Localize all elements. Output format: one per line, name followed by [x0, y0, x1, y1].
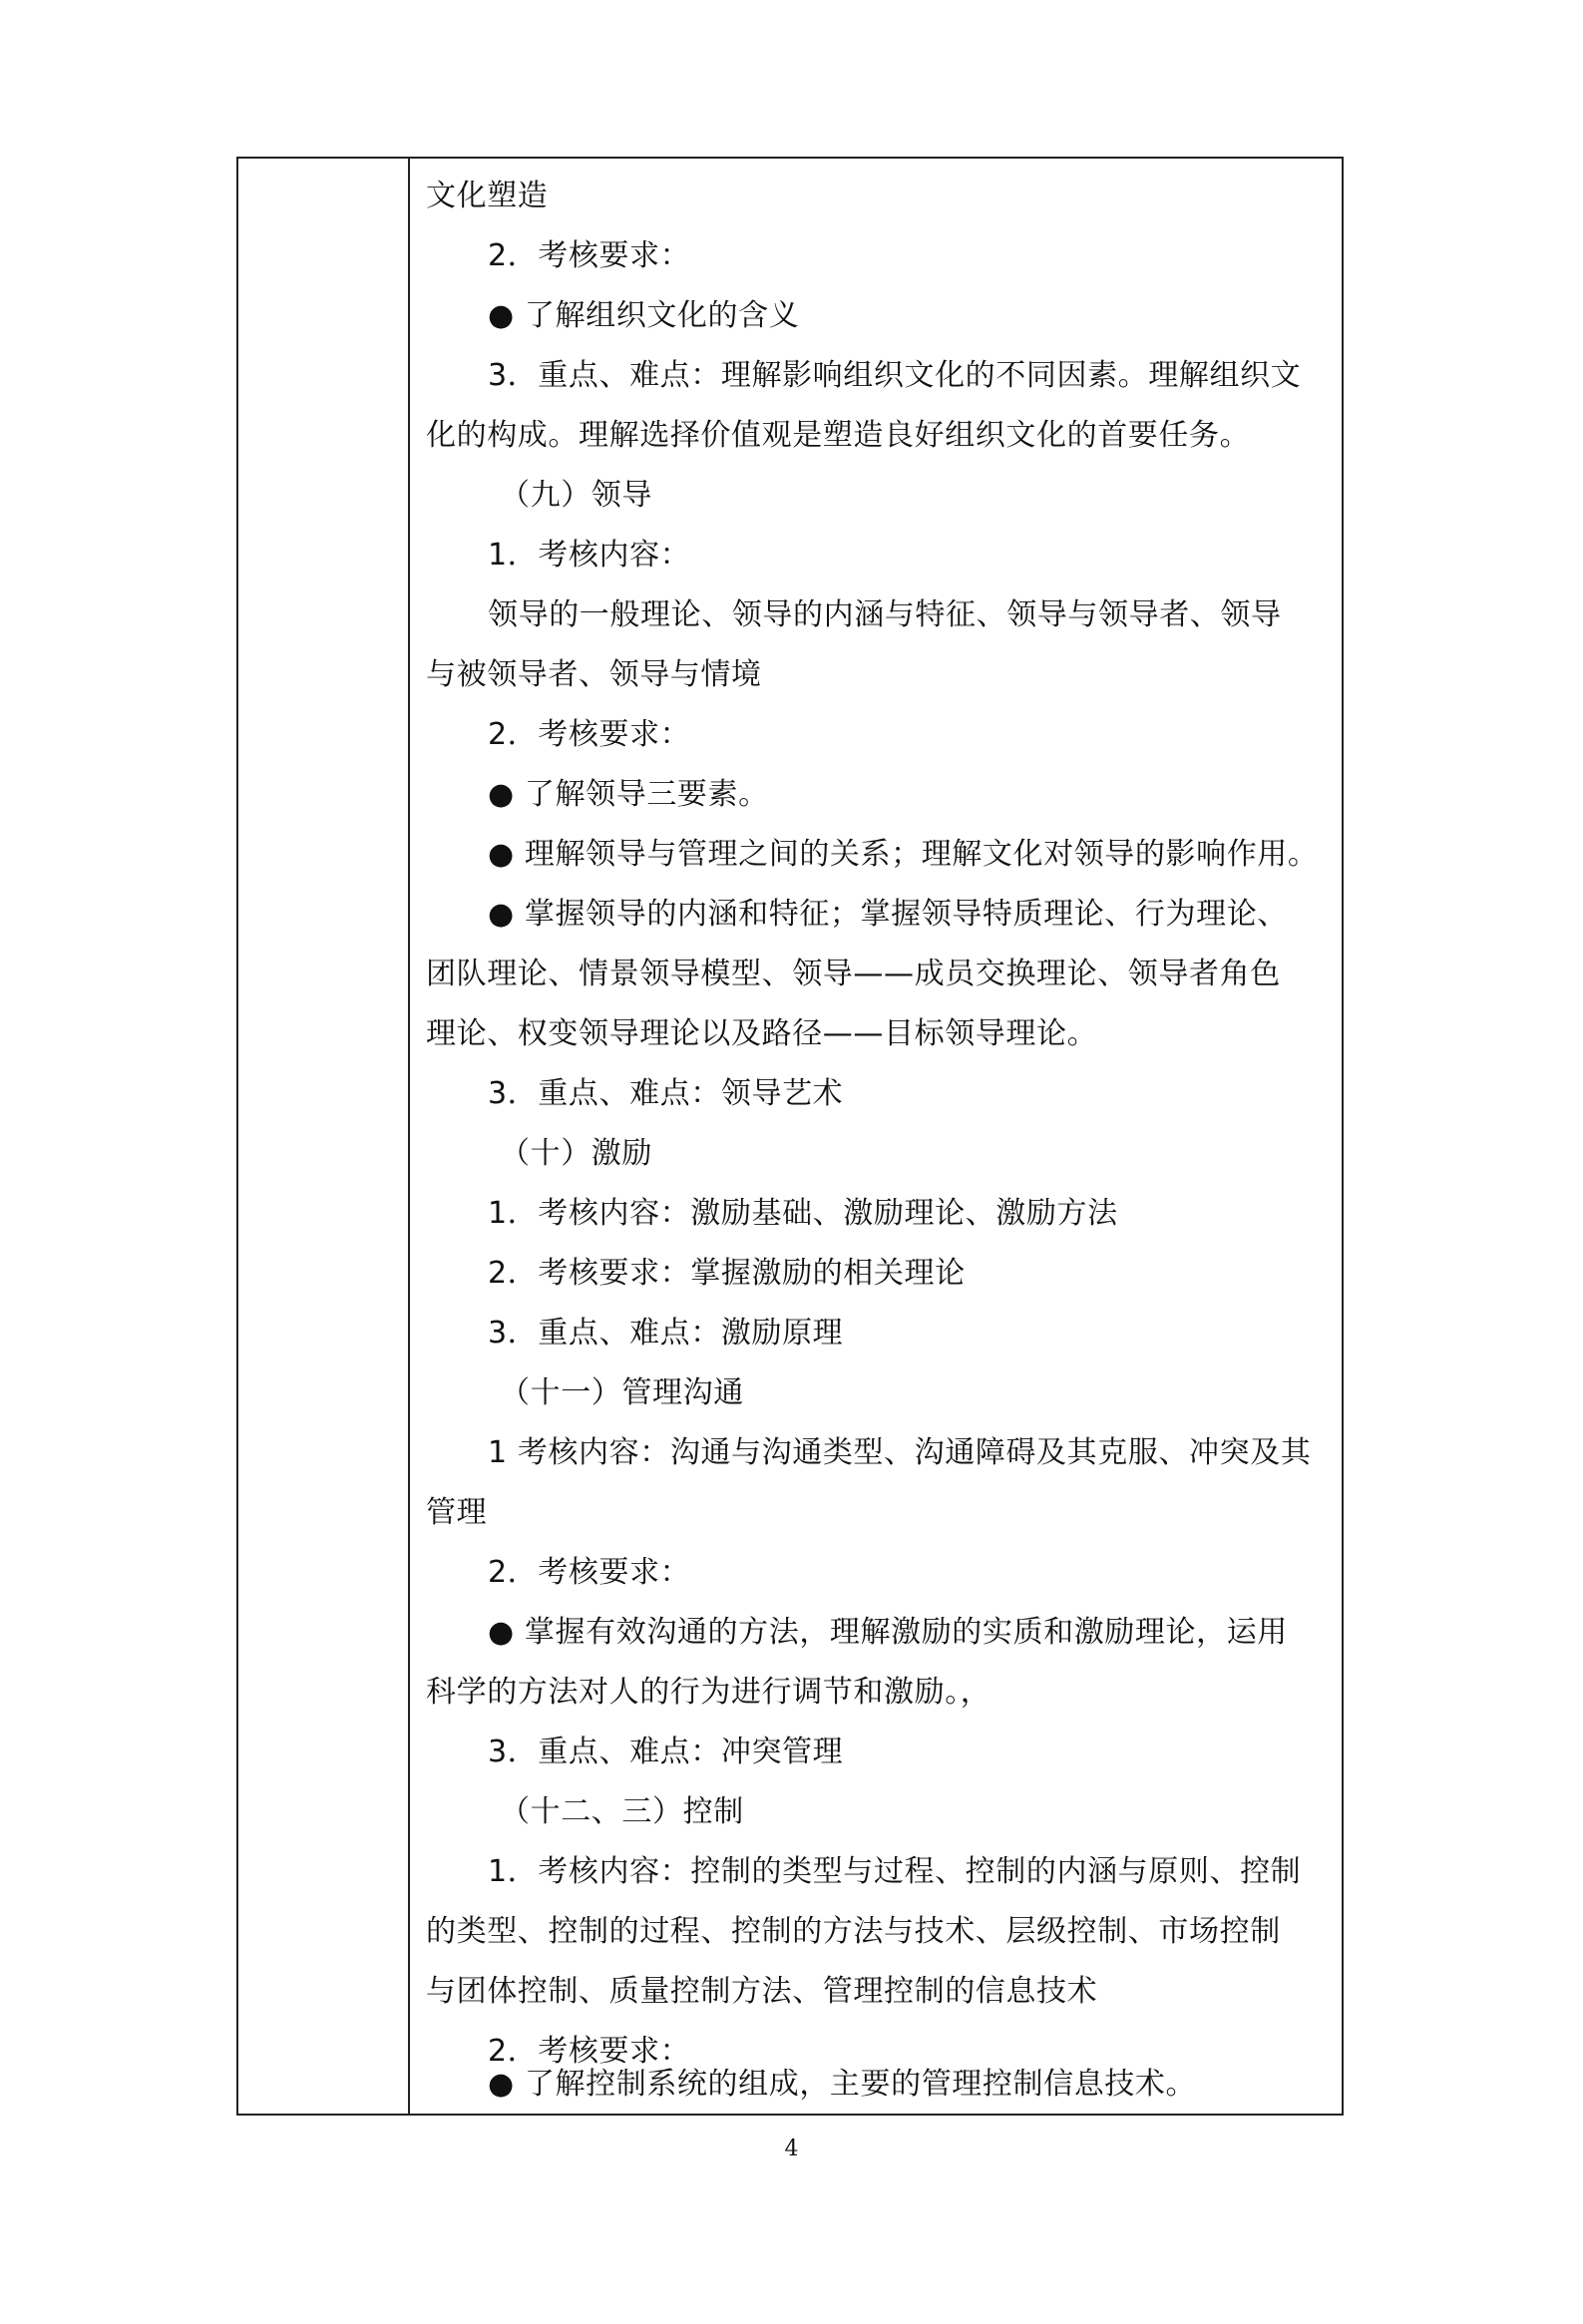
bullet-line: ● 理解领导与管理之间的关系；理解文化对领导的影响作用。: [488, 837, 1319, 872]
text-line: 领导的一般理论、领导的内涵与特征、领导与领导者、领导: [488, 597, 1282, 632]
text-line: 的类型、控制的过程、控制的方法与技术、层级控制、市场控制: [426, 1914, 1281, 1949]
text-line: ● 了解组织文化的含义: [488, 298, 800, 333]
text-line: 2．考核要求：: [488, 717, 691, 752]
text-line: 2．考核要求：: [488, 238, 691, 273]
text-line: 与团体控制、质量控制方法、管理控制的信息技术: [426, 1974, 1098, 2009]
section-heading: （九）领导: [500, 478, 652, 513]
text-line: 2．考核要求：掌握激励的相关理论: [488, 1256, 966, 1291]
section-heading: （十一）管理沟通: [500, 1375, 744, 1410]
text-line: 1 考核内容：沟通与沟通类型、沟通障碍及其克服、冲突及其: [488, 1435, 1312, 1470]
section-heading: （十）激励: [500, 1136, 652, 1171]
text-line: 3．重点、难点：冲突管理: [488, 1735, 844, 1769]
text-line: 理论、权变领导理论以及路径——目标领导理论。: [426, 1016, 1098, 1051]
text-line: 1．考核内容：激励基础、激励理论、激励方法: [488, 1196, 1118, 1231]
bullet-line: ● 了解领导三要素。: [488, 777, 769, 812]
section-heading: （十二、三）控制: [500, 1794, 744, 1829]
text-line: 化的构成。理解选择价值观是塑造良好组织文化的首要任务。: [426, 418, 1251, 453]
text-line: 团队理论、情景领导模型、领导——成员交换理论、领导者角色: [426, 957, 1281, 991]
table-right-column: [410, 159, 1342, 2114]
text-line: 2．考核要求：: [488, 1555, 691, 1590]
text-line: 1．考核内容：: [488, 538, 691, 573]
text-line: 文化塑造: [426, 179, 549, 213]
table-left-column: [238, 159, 410, 2114]
content-table: [236, 157, 1344, 2116]
text-line: 1．考核内容：控制的类型与过程、控制的内涵与原则、控制: [488, 1854, 1302, 1889]
text-line: 3．重点、难点：激励原理: [488, 1316, 844, 1351]
text-line: 管理: [426, 1495, 488, 1530]
text-line: 科学的方法对人的行为进行调节和激励。，: [426, 1675, 991, 1710]
text-line: 3．重点、难点：领导艺术: [488, 1076, 844, 1111]
bullet-line: ● 掌握领导的内涵和特征；掌握领导特质理论、行为理论、: [488, 897, 1288, 932]
bullet-line: ● 掌握有效沟通的方法，理解激励的实质和激励理论，运用: [488, 1615, 1288, 1650]
bullet-line: ● 了解控制系统的组成，主要的管理控制信息技术。: [488, 2067, 1197, 2102]
text-line: 与被领导者、领导与情境: [426, 657, 762, 692]
text-line: 2．考核要求：: [488, 2034, 691, 2069]
text-line: 3．重点、难点：理解影响组织文化的不同因素。理解组织文: [488, 358, 1302, 393]
page-number: 4: [784, 2136, 799, 2161]
